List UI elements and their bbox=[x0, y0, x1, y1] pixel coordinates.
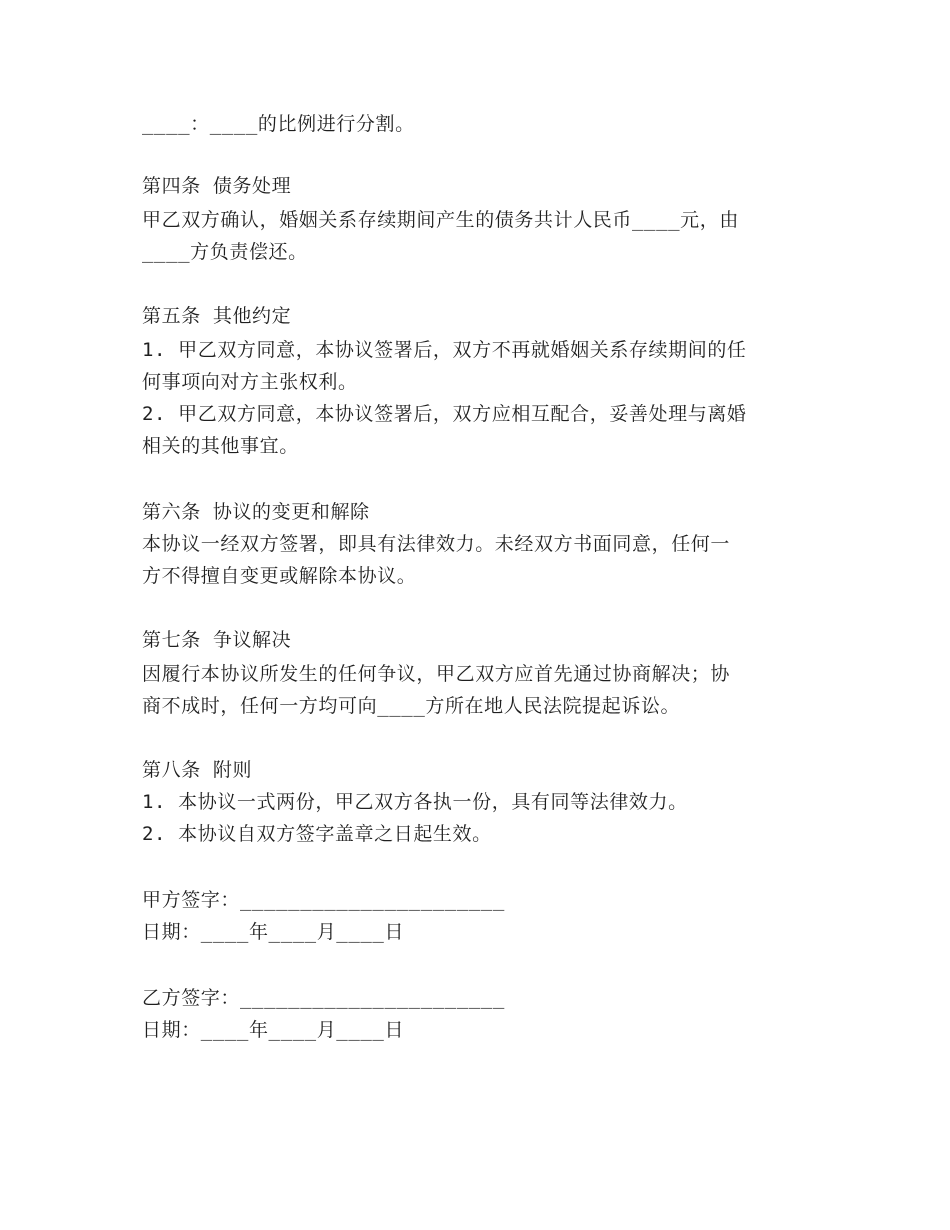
article-5-item-2-line-2: 相关的其他事宜。 bbox=[142, 435, 299, 457]
party-b-signature-line: 乙方签字：______________________ bbox=[142, 987, 505, 1009]
article-4-text-line-2: ____方负责偿还。 bbox=[142, 241, 308, 263]
party-a-signature-line: 甲方签字：______________________ bbox=[142, 889, 505, 911]
article-7-heading: 第七条 争议解决 bbox=[142, 629, 292, 651]
article-5-item-1-line-2: 何事项向对方主张权利。 bbox=[142, 371, 358, 393]
article-8-item-1: 1. 本协议一式两份，甲乙双方各执一份，具有同等法律效力。 bbox=[142, 791, 688, 813]
article-4-text-line-1: 甲乙双方确认，婚姻关系存续期间产生的债务共计人民币____元，由 bbox=[142, 209, 739, 231]
article-6-text-line-2: 方不得擅自变更或解除本协议。 bbox=[142, 565, 417, 587]
party-a-date-line: 日期：____年____月____日 bbox=[142, 921, 405, 943]
article-4-heading: 第四条 债务处理 bbox=[142, 175, 292, 197]
article-7-text-line-2: 商不成时，任何一方均可向____方所在地人民法院提起诉讼。 bbox=[142, 695, 681, 717]
article-6-heading: 第六条 协议的变更和解除 bbox=[142, 501, 370, 523]
section-3-continuation-line: ____：____的比例进行分割。 bbox=[142, 113, 415, 135]
article-6-text-line-1: 本协议一经双方签署，即具有法律效力。未经双方书面同意，任何一 bbox=[142, 533, 731, 555]
article-7-text-line-1: 因履行本协议所发生的任何争议，甲乙双方应首先通过协商解决；协 bbox=[142, 663, 731, 685]
article-5-item-2-line-1: 2. 甲乙双方同意，本协议签署后，双方应相互配合，妥善处理与离婚 bbox=[142, 403, 747, 425]
article-5-item-1-line-1: 1. 甲乙双方同意，本协议签署后，双方不再就婚姻关系存续期间的任 bbox=[142, 339, 747, 361]
article-8-item-2: 2. 本协议自双方签字盖章之日起生效。 bbox=[142, 823, 492, 845]
article-8-heading: 第八条 附则 bbox=[142, 759, 253, 781]
party-b-date-line: 日期：____年____月____日 bbox=[142, 1019, 405, 1041]
article-5-heading: 第五条 其他约定 bbox=[142, 305, 292, 327]
